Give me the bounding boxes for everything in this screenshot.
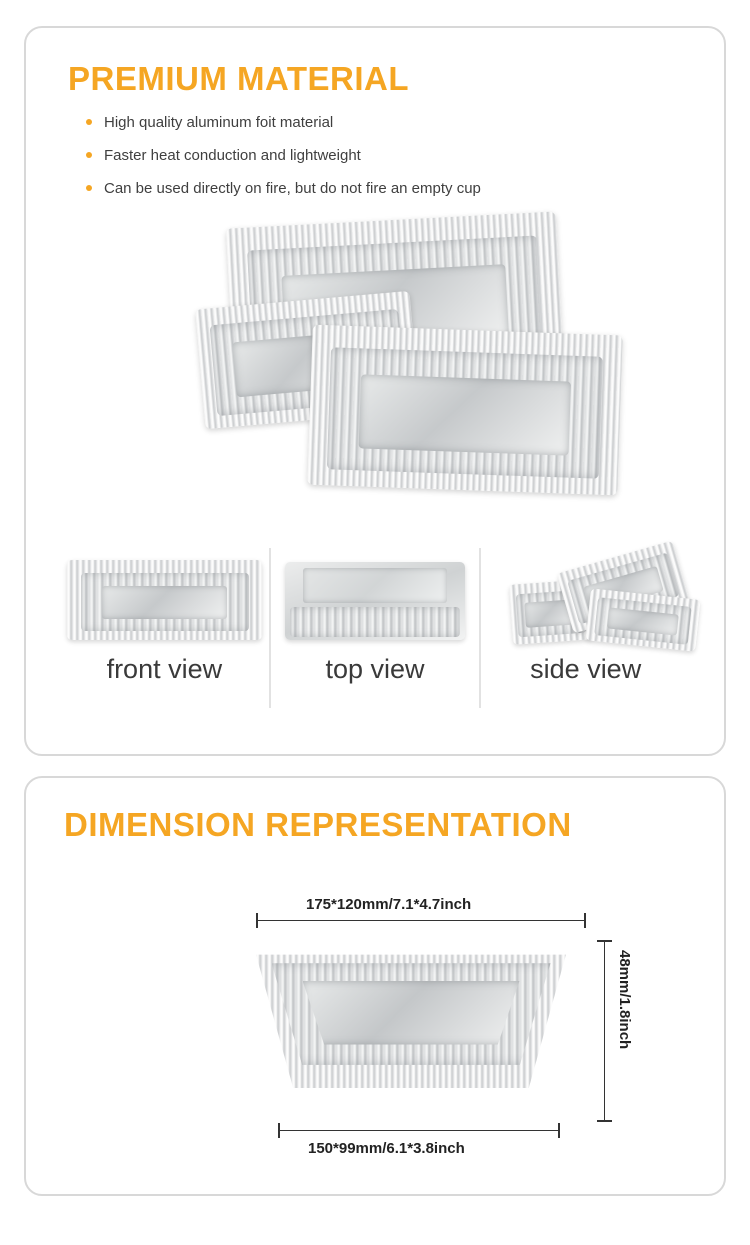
dimension-label-height: 48mm/1.8inch xyxy=(616,950,633,1050)
measurement-line-bottom xyxy=(278,1130,560,1131)
dimension-title: DIMENSION REPRESENTATION xyxy=(64,806,572,843)
page-title: PREMIUM MATERIAL xyxy=(68,60,410,97)
view-label-side: side view xyxy=(530,654,642,685)
premium-material-card xyxy=(24,26,726,756)
tray-inner xyxy=(102,586,227,620)
tray-rim xyxy=(290,607,459,637)
foil-tray-medium-icon xyxy=(307,325,622,496)
tray-shape xyxy=(586,589,701,652)
dimension-label-top: 175*120mm/7.1*4.7inch xyxy=(306,896,472,913)
measurement-line-top xyxy=(256,920,586,921)
tray-shape xyxy=(285,562,465,640)
tray-inner xyxy=(303,568,447,602)
measurement-line-right xyxy=(604,940,605,1122)
list-item: Faster heat conduction and lightweight xyxy=(86,145,690,167)
foil-tray-dimension-icon xyxy=(256,943,566,1088)
foil-tray-front-icon xyxy=(72,548,257,648)
dimension-label-bottom: 150*99mm/6.1*3.8inch xyxy=(308,1140,465,1157)
foil-tray-side-icon xyxy=(493,548,678,648)
dimension-representation-card xyxy=(24,776,726,1196)
dimension-diagram xyxy=(56,858,694,1158)
view-column-top xyxy=(269,548,480,708)
hero-product-image xyxy=(60,210,690,540)
list-item: Can be used directly on fire, but do not fire an empty cup xyxy=(86,178,690,200)
view-column-side xyxy=(479,548,690,708)
foil-tray-top-icon xyxy=(283,548,468,648)
view-column-front xyxy=(60,548,269,708)
view-label-front: front view xyxy=(106,654,223,685)
feature-bullet-list xyxy=(86,112,690,199)
tray-inner xyxy=(358,375,571,456)
view-label-top: top view xyxy=(325,654,425,685)
view-gallery xyxy=(60,548,690,708)
list-item: High quality aluminum foit material xyxy=(86,112,690,134)
tray-inner xyxy=(303,981,520,1045)
tray-shape xyxy=(67,560,262,640)
